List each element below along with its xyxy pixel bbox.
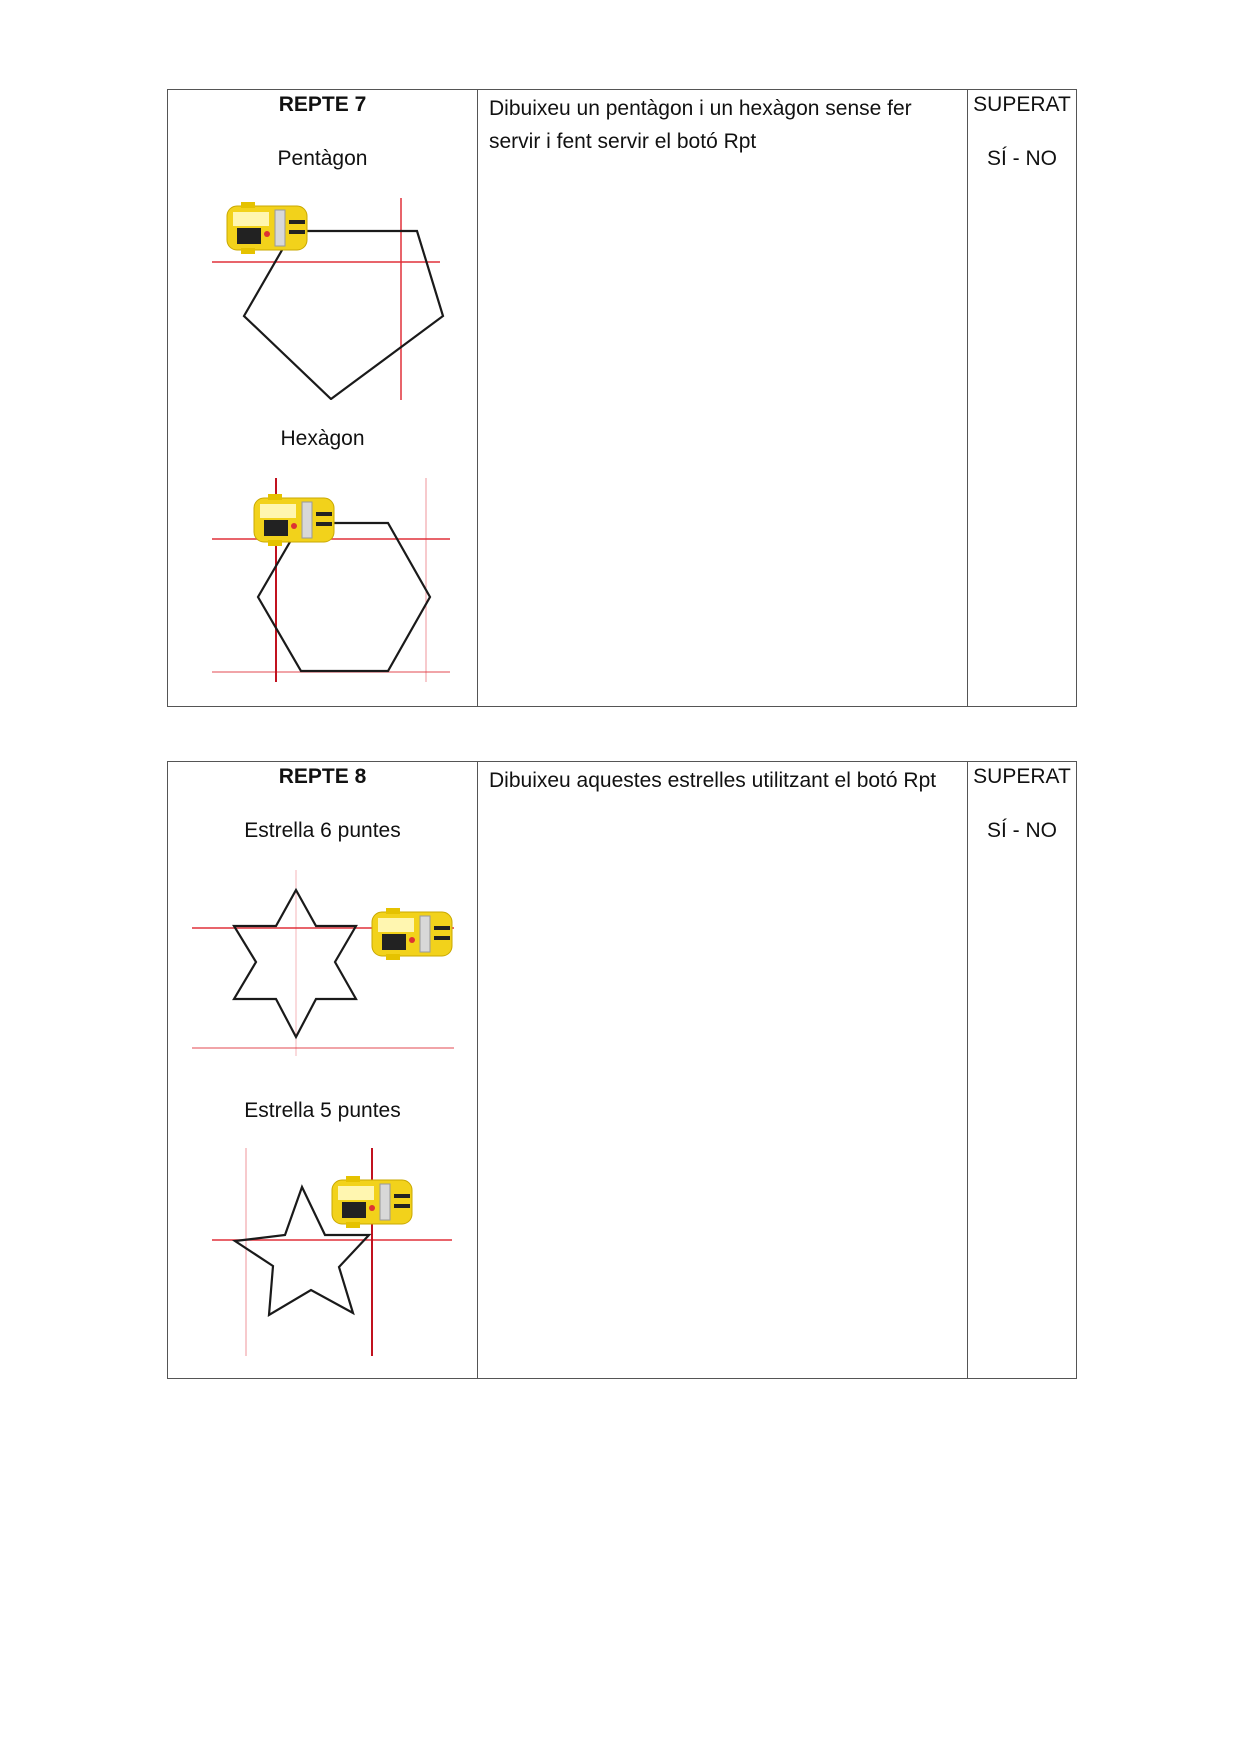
challenge-7-status-label: SUPERAT — [973, 93, 1071, 116]
challenge-7-instructions: Dibuixeu un pentàgon i un hexàgon sense fer servir i fent servir el botó Rpt — [477, 90, 967, 706]
challenge-8-instructions: Dibuixeu aquestes estrelles utilitzant el botó Rpt — [477, 762, 967, 1378]
robot-icon — [332, 1176, 412, 1228]
challenge-8-status-cell — [967, 762, 1076, 1378]
challenge-7-shapes-cell — [168, 90, 477, 706]
challenge-7-status-options[interactable]: SÍ - NO — [986, 147, 1057, 170]
hexagon-shape — [258, 523, 430, 671]
challenge-8-shapes-cell — [168, 762, 477, 1378]
hexagon-figure — [212, 476, 452, 686]
robot-icon — [227, 202, 307, 254]
robot-icon — [254, 494, 334, 546]
pentagon-shape — [244, 231, 443, 399]
challenge-8-status-label: SUPERAT — [973, 765, 1071, 788]
six-point-star-figure — [192, 866, 454, 1056]
challenge-8-table — [167, 761, 1077, 1379]
challenge-8-title: REPTE 8 — [278, 765, 367, 788]
challenge-8-status-options[interactable]: SÍ - NO — [986, 819, 1057, 842]
challenge-7-status-cell — [967, 90, 1076, 706]
challenge-7-shape1-label: Pentàgon — [277, 147, 368, 170]
five-point-star-figure — [212, 1148, 452, 1358]
challenge-7-shape2-label: Hexàgon — [280, 427, 365, 450]
challenge-8-shape2-label: Estrella 5 puntes — [244, 1099, 401, 1122]
challenge-7-table — [167, 89, 1077, 707]
six-point-star-shape — [234, 890, 356, 1037]
challenge-8-shape1-label: Estrella 6 puntes — [244, 819, 401, 842]
robot-icon — [372, 908, 452, 960]
challenge-7-title: REPTE 7 — [278, 93, 367, 116]
pentagon-figure — [208, 190, 448, 400]
